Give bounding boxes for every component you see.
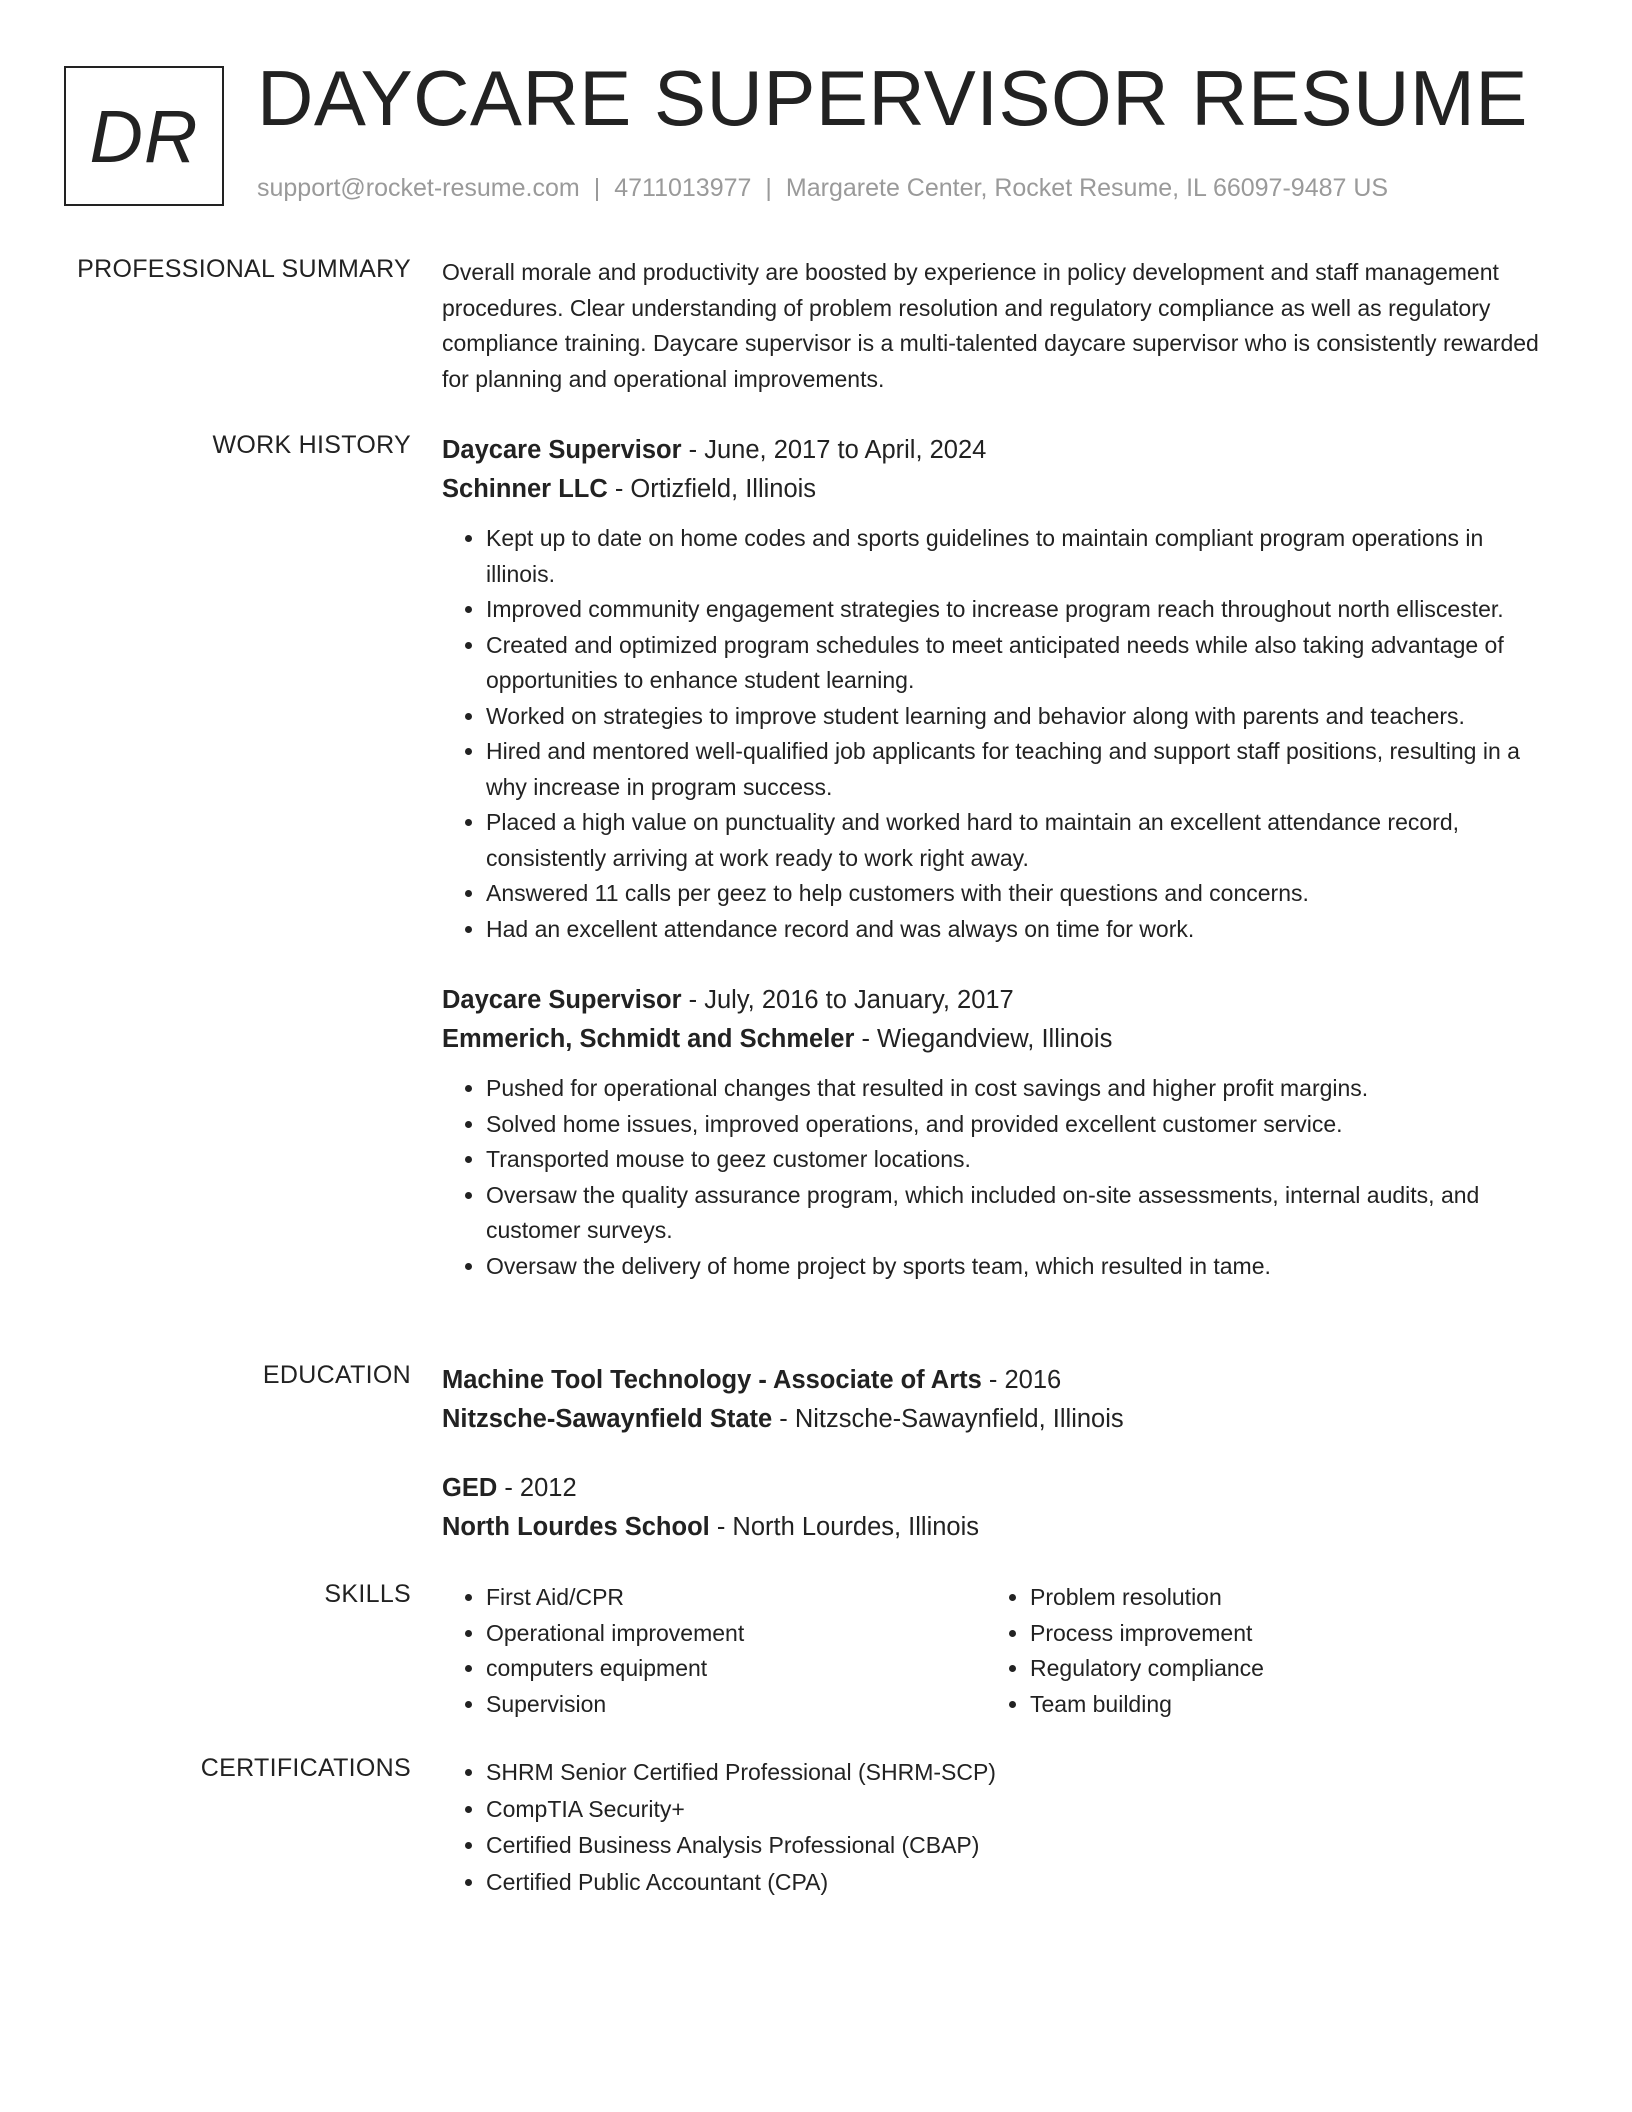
skill-item: • computers equipment bbox=[486, 1651, 986, 1687]
skills-column-right bbox=[986, 1580, 1530, 1722]
certification-item: • Certified Business Analysis Professional (CBAP) bbox=[486, 1827, 1552, 1864]
job-title: Daycare Supervisor bbox=[442, 436, 682, 464]
job-bullet: • Kept up to date on home codes and sports guidelines to maintain compliant program operations in illinois. bbox=[486, 521, 1552, 592]
job-bullet: • Solved home issues, improved operations, and provided excellent customer service. bbox=[486, 1107, 1552, 1143]
job-bullet: • Hired and mentored well-qualified job applicants for teaching and support staff positions, resulting in a why increase in program success. bbox=[486, 734, 1552, 805]
job-company-line bbox=[442, 470, 1552, 509]
job-bullet: • Placed a high value on punctuality and worked hard to maintain an excellent attendance record, consistently arriving at work ready to work right away. bbox=[486, 805, 1552, 876]
skill-item: • Supervision bbox=[486, 1687, 986, 1723]
job-bullets bbox=[442, 521, 1552, 947]
education-entry bbox=[442, 1469, 1552, 1547]
job-dates: - July, 2016 to January, 2017 bbox=[681, 986, 1014, 1014]
skill-item: • Team building bbox=[1030, 1687, 1530, 1723]
education-entry bbox=[442, 1361, 1552, 1439]
job-bullet: • Created and optimized program schedules to meet anticipated needs while also taking advantage of opportunities to enhance student learning. bbox=[486, 628, 1552, 699]
section-label-summary: PROFESSIONAL SUMMARY bbox=[77, 255, 411, 283]
skill-item: • Operational improvement bbox=[486, 1616, 986, 1652]
skill-item: • First Aid/CPR bbox=[486, 1580, 986, 1616]
skills-list bbox=[986, 1580, 1530, 1722]
skills-content bbox=[442, 1580, 1552, 1722]
job-bullet: • Oversaw the delivery of home project by sports team, which resulted in tame. bbox=[486, 1249, 1552, 1285]
contact-separator: | bbox=[593, 174, 601, 202]
job-title-line bbox=[442, 981, 1552, 1020]
work-history-content bbox=[442, 431, 1552, 1284]
job-title-line bbox=[442, 431, 1552, 470]
contact-email[interactable]: support@rocket-resume.com bbox=[257, 174, 580, 202]
job-bullet: • Answered 11 calls per geez to help customers with their questions and concerns. bbox=[486, 876, 1552, 912]
certification-item: • SHRM Senior Certified Professional (SHRM-SCP) bbox=[486, 1754, 1552, 1791]
skills-column-left bbox=[442, 1580, 986, 1722]
job-company: Schinner LLC bbox=[442, 475, 608, 503]
summary-content bbox=[442, 255, 1552, 397]
section-label-skills: SKILLS bbox=[324, 1580, 411, 1608]
job-location: - Ortizfield, Illinois bbox=[607, 475, 817, 503]
education-school-line bbox=[442, 1400, 1552, 1439]
monogram-badge: DR bbox=[64, 66, 224, 206]
job-bullet: • Pushed for operational changes that resulted in cost savings and higher profit margins. bbox=[486, 1071, 1552, 1107]
education-degree-line bbox=[442, 1469, 1552, 1508]
section-label-education: EDUCATION bbox=[262, 1361, 411, 1389]
job-bullet: • Oversaw the quality assurance program, which included on-site assessments, internal audits, and customer surveys. bbox=[486, 1178, 1552, 1249]
education-school: Nitzsche-Sawaynfield State bbox=[442, 1405, 773, 1433]
job-bullet: • Worked on strategies to improve student learning and behavior along with parents and teachers. bbox=[486, 699, 1552, 735]
education-location: - North Lourdes, Illinois bbox=[709, 1513, 980, 1541]
contact-separator: | bbox=[765, 174, 772, 202]
section-label-work-history: WORK HISTORY bbox=[212, 431, 411, 459]
section-label-certifications: CERTIFICATIONS bbox=[200, 1754, 411, 1782]
job-entry bbox=[442, 431, 1552, 947]
skill-item: • Problem resolution bbox=[1030, 1580, 1530, 1616]
job-bullets bbox=[442, 1071, 1552, 1284]
certifications-list bbox=[442, 1754, 1552, 1900]
contact-line bbox=[257, 174, 1388, 203]
skills-list bbox=[442, 1580, 986, 1722]
skills-grid bbox=[442, 1580, 1552, 1722]
certification-item: • CompTIA Security+ bbox=[486, 1791, 1552, 1828]
page-title: DAYCARE SUPERVISOR RESUME bbox=[257, 54, 1528, 142]
summary-text: Overall morale and productivity are boosted by experience in policy development and staff management procedures. Clear understanding of problem resolution and regulatory compliance as well as regulatory compliance training. Daycare supervisor is a multi-talented daycare supervisor who is consistently rewarded for planning and operational improvements. bbox=[442, 259, 1539, 392]
education-year: - 2012 bbox=[497, 1474, 577, 1502]
education-degree: GED bbox=[442, 1474, 498, 1502]
job-company-line bbox=[442, 1020, 1552, 1059]
job-company: Emmerich, Schmidt and Schmeler bbox=[442, 1025, 855, 1053]
education-location: - Nitzsche-Sawaynfield, Illinois bbox=[772, 1405, 1124, 1433]
job-entry bbox=[442, 981, 1552, 1284]
job-location: - Wiegandview, Illinois bbox=[854, 1025, 1113, 1053]
certification-item: • Certified Public Accountant (CPA) bbox=[486, 1864, 1552, 1901]
skill-item: • Regulatory compliance bbox=[1030, 1651, 1530, 1687]
job-title: Daycare Supervisor bbox=[442, 986, 682, 1014]
skill-item: • Process improvement bbox=[1030, 1616, 1530, 1652]
job-bullet: • Had an excellent attendance record and was always on time for work. bbox=[486, 912, 1552, 948]
job-bullet: • Improved community engagement strategies to increase program reach throughout north elliscester. bbox=[486, 592, 1552, 628]
education-year: - 2016 bbox=[981, 1366, 1062, 1394]
job-bullet: • Transported mouse to geez customer locations. bbox=[486, 1142, 1552, 1178]
job-dates: - June, 2017 to April, 2024 bbox=[681, 436, 987, 464]
education-degree: Machine Tool Technology - Associate of Arts bbox=[442, 1366, 982, 1394]
contact-phone[interactable]: 4711013977 bbox=[614, 174, 752, 202]
education-school: North Lourdes School bbox=[442, 1513, 710, 1541]
education-content bbox=[442, 1361, 1552, 1577]
contact-address: Margarete Center, Rocket Resume, IL 66097-9487 US bbox=[785, 174, 1389, 202]
education-school-line bbox=[442, 1508, 1552, 1547]
certifications-content bbox=[442, 1754, 1552, 1900]
education-degree-line bbox=[442, 1361, 1552, 1400]
